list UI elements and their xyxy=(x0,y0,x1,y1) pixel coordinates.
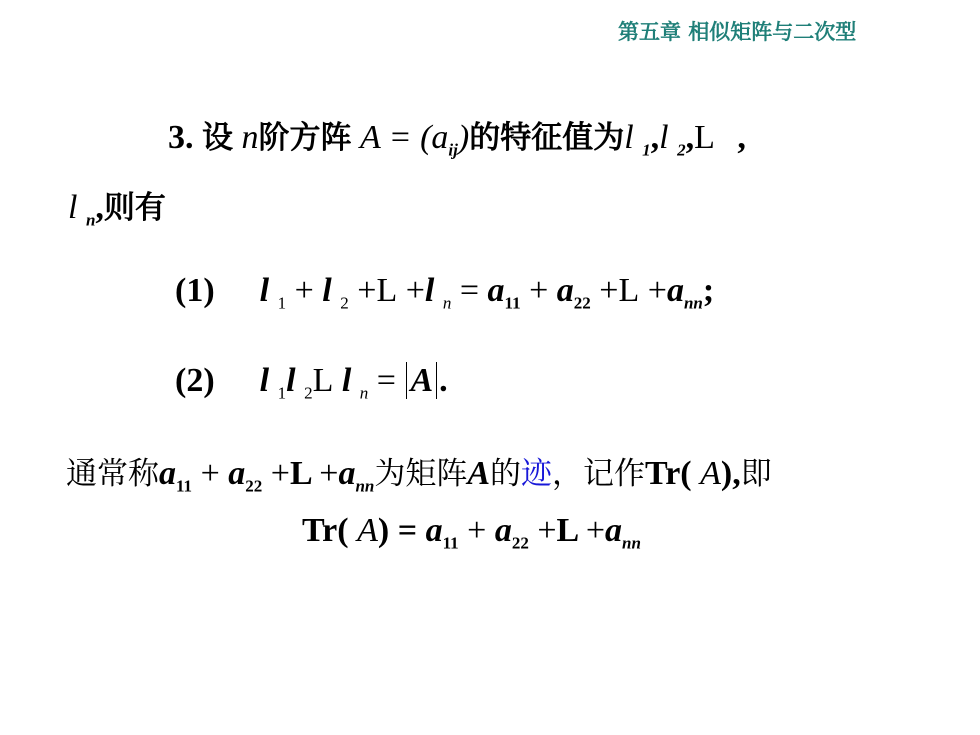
math-symbol: a xyxy=(338,455,356,492)
math-symbol: a xyxy=(556,272,574,309)
math-symbol: a xyxy=(425,512,443,549)
math-symbol: + xyxy=(294,272,314,309)
math-symbol: a xyxy=(159,455,176,492)
theorem-text-1: 设 xyxy=(202,120,233,156)
math-symbol: n xyxy=(85,210,96,230)
math-symbol: a xyxy=(494,512,512,549)
math-symbol: . xyxy=(439,362,448,399)
trace-text-2: 为矩阵 xyxy=(374,456,468,492)
math-symbol: L xyxy=(312,362,334,399)
math-symbol: L xyxy=(618,272,640,309)
math-symbol: 2 xyxy=(340,293,349,313)
math-symbol: + xyxy=(319,455,339,492)
theorem-text-3: 的特征值为 xyxy=(469,120,625,156)
math-symbol: L xyxy=(376,272,398,309)
lambda-1 xyxy=(624,119,651,160)
equation-2 xyxy=(175,362,448,404)
trace-definition xyxy=(66,448,772,497)
math-symbol: + xyxy=(537,512,557,549)
trace-formula xyxy=(302,512,641,554)
math-symbol: A xyxy=(467,455,491,492)
math-symbol: ) xyxy=(457,119,470,156)
math-symbol: 11 xyxy=(504,293,521,313)
tail-comma: , xyxy=(737,119,746,156)
theorem-text-4: 则有 xyxy=(103,190,166,226)
math-symbol: 11 xyxy=(176,476,193,496)
eq2-label: (2) xyxy=(175,362,215,399)
math-symbol: + xyxy=(529,272,549,309)
math-symbol: = xyxy=(459,272,480,309)
lambda-n xyxy=(68,189,96,230)
math-symbol: ) xyxy=(377,512,390,549)
math-symbol: nn xyxy=(622,533,641,553)
theorem-text-2: 阶方阵 xyxy=(258,120,352,156)
trace-text-4: ，记作 xyxy=(552,456,646,492)
math-symbol: 22 xyxy=(573,293,591,313)
math-symbol: n xyxy=(442,293,452,313)
math-symbol: 1 xyxy=(642,140,651,160)
math-symbol: a xyxy=(487,272,505,309)
math-symbol: A xyxy=(357,512,378,549)
math-symbol: 的 xyxy=(490,456,522,492)
math-symbol: + xyxy=(599,272,619,309)
math-symbol: 即 xyxy=(740,456,772,492)
math-symbol: n xyxy=(359,383,369,403)
trace-text-1: 通常称 xyxy=(66,456,159,492)
math-symbol: L xyxy=(556,512,578,549)
trace-term: 迹 xyxy=(521,456,553,492)
matrix-def xyxy=(360,119,470,160)
math-symbol: A xyxy=(700,455,721,492)
math-symbol: + xyxy=(585,512,605,549)
math-symbol: 1 xyxy=(277,383,287,403)
math-symbol: + xyxy=(467,512,487,549)
comma: , xyxy=(95,189,104,226)
math-symbol: = xyxy=(376,362,396,399)
comma: , xyxy=(650,119,660,156)
math-symbol: ; xyxy=(702,272,715,309)
math-symbol: ), xyxy=(720,455,741,492)
math-symbol: ij xyxy=(448,140,458,160)
math-symbol: Tr( xyxy=(302,512,349,549)
math-symbol: l xyxy=(624,119,634,156)
determinant: A xyxy=(406,362,437,399)
math-symbol: l xyxy=(341,362,352,399)
math-symbol: l xyxy=(659,119,669,156)
math-symbol: a xyxy=(666,272,684,309)
theorem-line-2 xyxy=(68,182,166,231)
math-symbol: 22 xyxy=(511,533,529,553)
equation-1 xyxy=(175,272,714,314)
math-symbol: + xyxy=(357,272,377,309)
math-symbol: a xyxy=(605,512,622,549)
math-symbol: L xyxy=(289,455,311,492)
math-symbol: + xyxy=(647,272,667,309)
math-symbol: Tr( xyxy=(645,455,692,492)
chapter-header: 第五章 相似矩阵与二次型 xyxy=(618,20,857,44)
math-symbol: + xyxy=(270,455,290,492)
math-symbol: l xyxy=(68,189,78,226)
theorem-number: 3. xyxy=(168,119,194,156)
ellipsis: L xyxy=(694,119,715,156)
math-symbol: 11 xyxy=(442,533,459,553)
math-symbol: A = (a xyxy=(360,119,449,156)
lambda-2 xyxy=(659,119,686,160)
math-symbol: 2 xyxy=(677,140,686,160)
math-symbol: 1 xyxy=(277,293,287,313)
math-symbol: l xyxy=(286,362,296,399)
math-symbol: l xyxy=(322,272,332,309)
math-symbol: 22 xyxy=(245,476,263,496)
theorem-line-1 xyxy=(168,112,746,161)
math-symbol: 2 xyxy=(304,383,313,403)
math-symbol: + xyxy=(405,272,425,309)
var-n: n xyxy=(241,119,259,156)
eq1-sym: l xyxy=(259,272,270,309)
math-symbol: = xyxy=(397,512,418,549)
math-symbol: + xyxy=(200,455,220,492)
math-symbol: a xyxy=(228,455,246,492)
math-symbol: nn xyxy=(355,476,375,496)
eq1-label: (1) xyxy=(175,272,215,309)
comma: , xyxy=(685,119,695,156)
math-symbol: l xyxy=(259,362,270,399)
math-symbol: l xyxy=(424,272,435,309)
math-symbol: nn xyxy=(683,293,703,313)
